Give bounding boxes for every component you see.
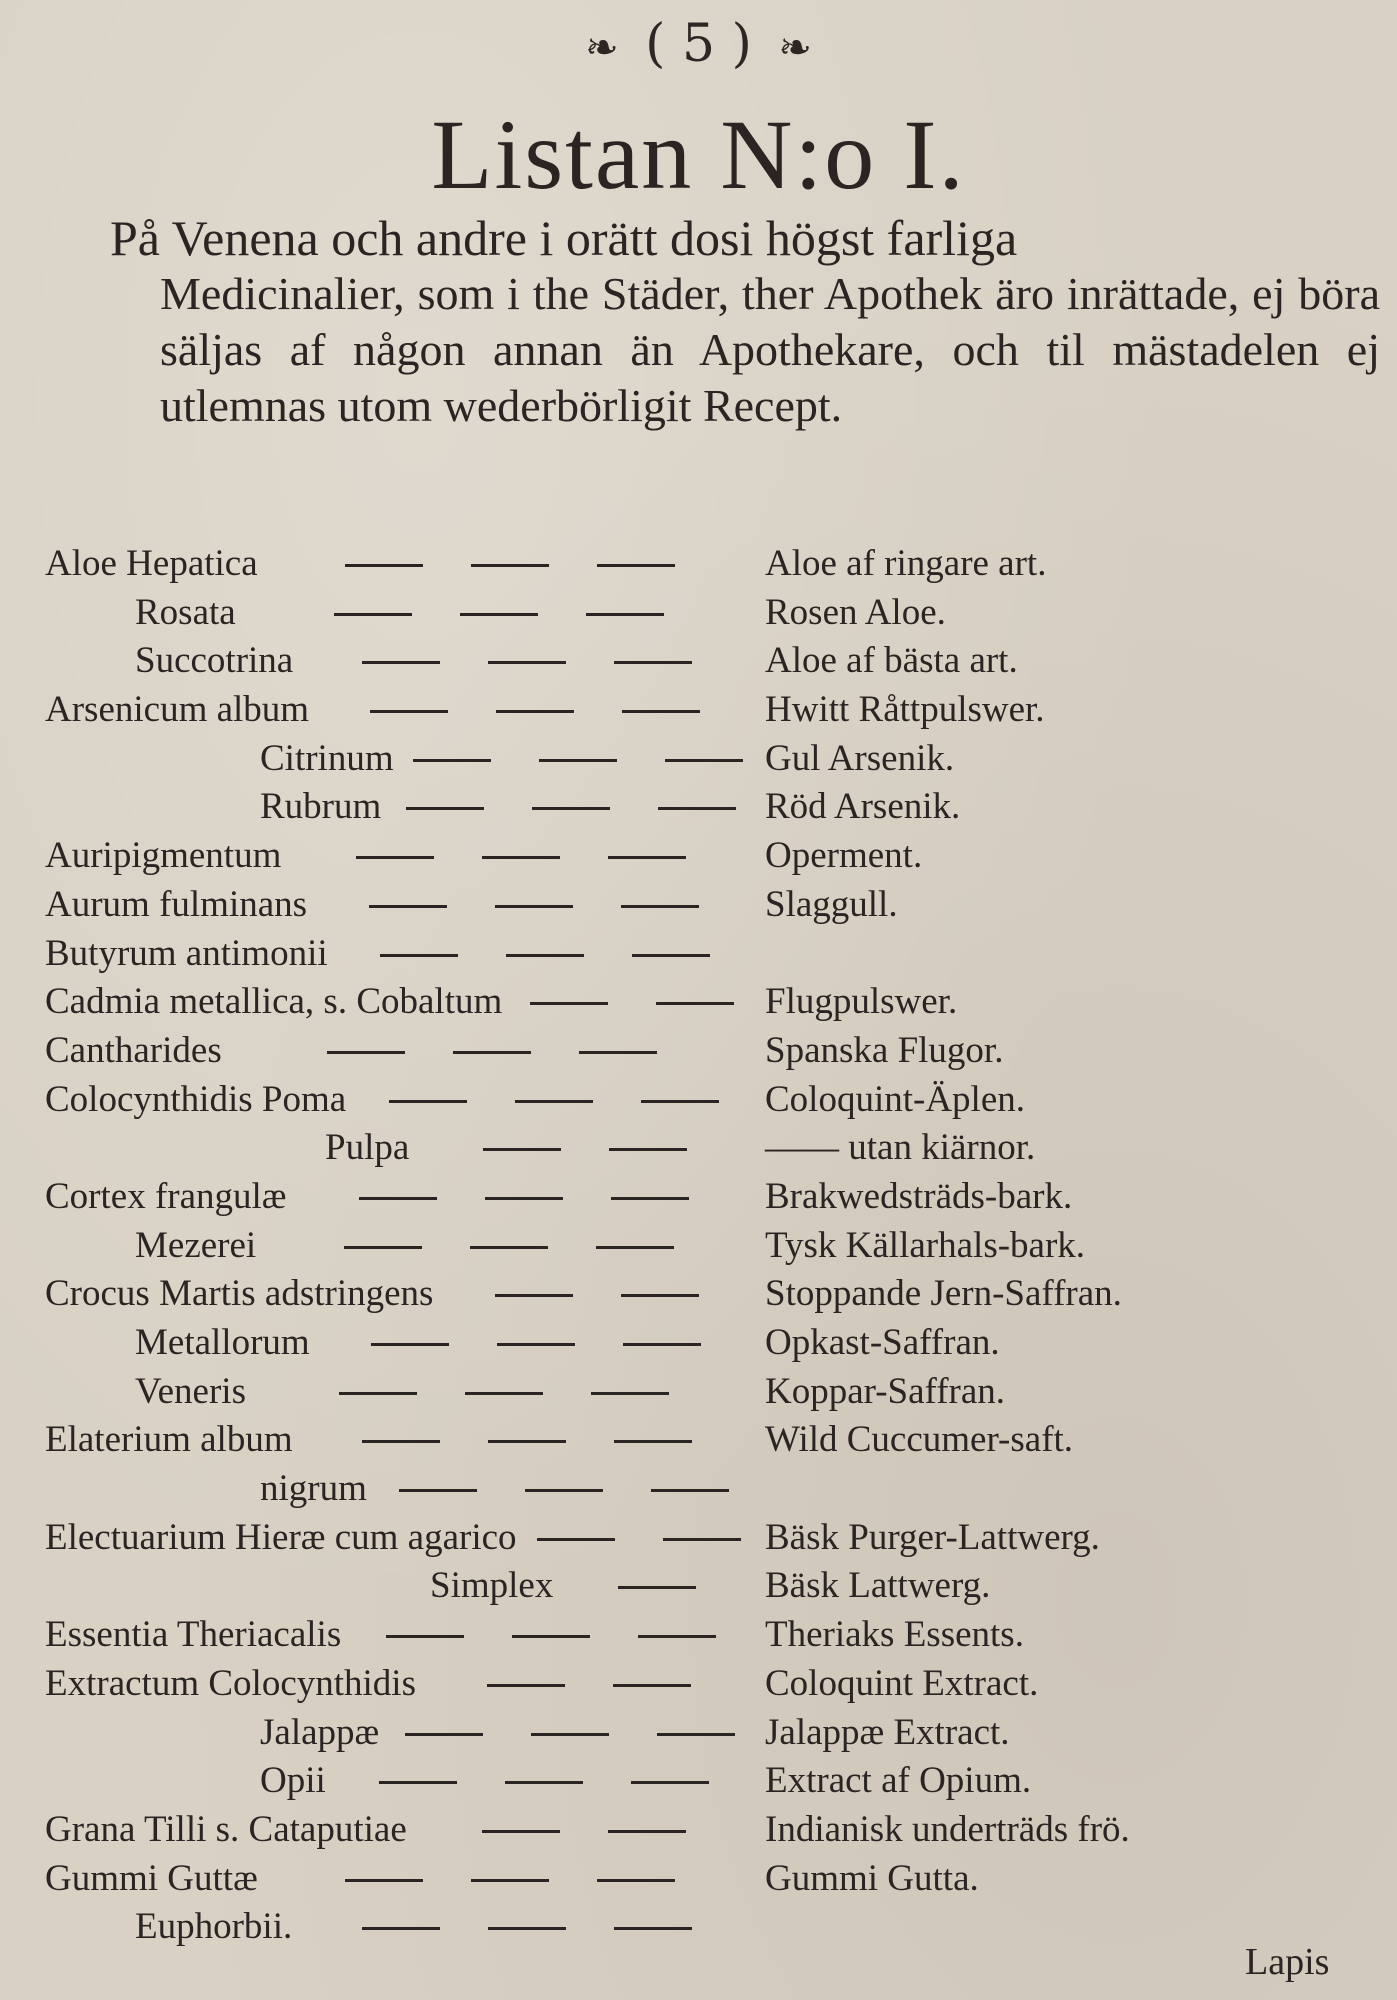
- list-item: [45, 1514, 1375, 1563]
- leader-dash: [460, 613, 538, 616]
- list-item: [45, 783, 1375, 832]
- swedish-name: Extract af Opium.: [765, 1760, 1032, 1802]
- swedish-name: Stoppande Jern-Saffran.: [765, 1273, 1122, 1315]
- swedish-name: Koppar-Saffran.: [765, 1370, 1006, 1412]
- ornament-left-icon: ❧: [585, 24, 619, 71]
- list-item: [45, 735, 1375, 784]
- leader-dash: [608, 856, 686, 859]
- catchword: Lapis: [1245, 1941, 1330, 1983]
- latin-name: Butyrum antimonii: [45, 932, 328, 974]
- leader-dash: [497, 1343, 575, 1346]
- leader-dash: [495, 905, 573, 908]
- latin-name: Veneris: [135, 1370, 246, 1412]
- swedish-name: Coloquint-Äplen.: [765, 1078, 1026, 1120]
- leader-dash: [537, 1538, 615, 1541]
- leader-dash: [389, 1100, 467, 1103]
- leader-dash: [339, 1392, 417, 1395]
- swedish-name: Operment.: [765, 835, 923, 877]
- swedish-name: Gummi Gutta.: [765, 1857, 979, 1899]
- leader-dash: [483, 1148, 561, 1151]
- swedish-name: Rosen Aloe.: [765, 591, 946, 633]
- leader-dash: [406, 807, 484, 810]
- leader-dash: [658, 807, 736, 810]
- latin-name: Simplex: [430, 1565, 554, 1607]
- leader-dash: [506, 954, 584, 957]
- leader-dash: [638, 1635, 716, 1638]
- latin-name: Essentia Theriacalis: [45, 1614, 342, 1656]
- leader-dash: [495, 1294, 573, 1297]
- swedish-name: Wild Cuccumer-saft.: [765, 1419, 1074, 1461]
- latin-name: Gummi Guttæ: [45, 1857, 258, 1899]
- leader-dash: [345, 564, 423, 567]
- list-item: [45, 1416, 1375, 1465]
- latin-name: Cadmia metallica, s. Cobaltum: [45, 981, 503, 1023]
- leader-dash: [632, 954, 710, 957]
- leader-dash: [621, 905, 699, 908]
- list-item: [45, 540, 1375, 589]
- latin-name: Euphorbii.: [135, 1906, 293, 1948]
- leader-dash: [453, 1051, 531, 1054]
- leader-dash: [485, 1197, 563, 1200]
- leader-dash: [525, 1489, 603, 1492]
- leader-dash: [515, 1100, 593, 1103]
- swedish-name: Theriaks Essents.: [765, 1614, 1024, 1656]
- leader-dash: [651, 1489, 729, 1492]
- leader-dash: [614, 1927, 692, 1930]
- swedish-name: Hwitt Råttpulswer.: [765, 689, 1045, 731]
- latin-name: Metallorum: [135, 1322, 310, 1363]
- list-item: [45, 978, 1375, 1027]
- leader-dash: [656, 1002, 734, 1005]
- latin-name: Aurum fulminans: [45, 883, 308, 925]
- page-header: [0, 14, 1397, 78]
- list-item: [45, 1076, 1375, 1125]
- list-item: [45, 1562, 1375, 1611]
- latin-name: Crocus Martis adstringens: [45, 1273, 434, 1315]
- leader-dash: [369, 905, 447, 908]
- list-item: [45, 1319, 1375, 1368]
- leader-dash: [359, 1197, 437, 1200]
- list-item: [45, 832, 1375, 881]
- leader-dash: [386, 1635, 464, 1638]
- latin-name: Auripigmentum: [45, 835, 282, 877]
- leader-dash: [496, 710, 574, 713]
- swedish-name: Aloe af ringare art.: [765, 543, 1047, 584]
- leader-dash: [470, 1246, 548, 1249]
- leader-dash: [482, 856, 560, 859]
- list-item: [45, 686, 1375, 735]
- leader-dash: [487, 1684, 565, 1687]
- list-item: [45, 1124, 1375, 1173]
- page-number: ( 5 ): [645, 14, 752, 74]
- latin-name: Rubrum: [260, 786, 382, 828]
- leader-dash: [614, 661, 692, 664]
- list-item: [45, 1855, 1375, 1904]
- list-item: [45, 930, 1375, 979]
- swedish-name: Brakwedsträds-bark.: [765, 1175, 1073, 1217]
- leader-dash: [356, 856, 434, 859]
- leader-dash: [611, 1197, 689, 1200]
- leader-dash: [614, 1440, 692, 1443]
- swedish-name: Jalappæ Extract.: [765, 1711, 1010, 1753]
- swedish-name: Aloe af bästa art.: [765, 640, 1018, 682]
- intro-rest: Medicinalier, som i the Städer, ther Apothek äro inrättade, ej böra säljas af någon annan än Apothekare, och til mästadelen ej utlemnas utom wederbörligit Recept.: [160, 268, 1380, 431]
- leader-dash: [471, 1879, 549, 1882]
- list-item: [45, 1270, 1375, 1319]
- leader-dash: [609, 1148, 687, 1151]
- latin-name: Citrinum: [260, 737, 394, 779]
- swedish-name: Flugpulswer.: [765, 981, 958, 1023]
- leader-dash: [622, 710, 700, 713]
- leader-dash: [597, 1879, 675, 1882]
- swedish-name: Spanska Flugor.: [765, 1029, 1004, 1071]
- list-item: [45, 881, 1375, 930]
- leader-dash: [608, 1830, 686, 1833]
- latin-name: Electuarium Hieræ cum agarico: [45, 1516, 517, 1558]
- intro-paragraph: [110, 210, 1380, 434]
- leader-dash: [380, 954, 458, 957]
- leader-dash: [597, 564, 675, 567]
- swedish-name: —— utan kiärnor.: [765, 1127, 1036, 1169]
- leader-dash: [405, 1733, 483, 1736]
- list-item: [45, 1222, 1375, 1271]
- leader-dash: [371, 1343, 449, 1346]
- list-item: [45, 1465, 1375, 1514]
- latin-name: Extractum Colocynthidis: [45, 1662, 416, 1704]
- swedish-name: Bäsk Purger-Lattwerg.: [765, 1516, 1100, 1558]
- leader-dash: [488, 1927, 566, 1930]
- leader-dash: [621, 1294, 699, 1297]
- leader-dash: [465, 1392, 543, 1395]
- latin-name: Rosata: [135, 591, 236, 633]
- list-item: [45, 589, 1375, 638]
- list-item: [45, 1806, 1375, 1855]
- list-item: [45, 1660, 1375, 1709]
- list-item: [45, 1757, 1375, 1806]
- latin-name: Succotrina: [135, 640, 294, 682]
- leader-dash: [413, 759, 491, 762]
- leader-dash: [539, 759, 617, 762]
- swedish-name: Opkast-Saffran.: [765, 1322, 1000, 1363]
- page-title: Listan N:o I.: [431, 99, 966, 210]
- leader-dash: [399, 1489, 477, 1492]
- leader-dash: [362, 1927, 440, 1930]
- leader-dash: [530, 1002, 608, 1005]
- leader-dash: [586, 613, 664, 616]
- latin-name: Pulpa: [325, 1127, 410, 1169]
- leader-dash: [512, 1635, 590, 1638]
- leader-dash: [531, 1733, 609, 1736]
- latin-name: Opii: [260, 1760, 326, 1802]
- latin-name: Cortex frangulæ: [45, 1175, 287, 1217]
- leader-dash: [482, 1830, 560, 1833]
- leader-dash: [505, 1781, 583, 1784]
- latin-name: Jalappæ: [260, 1711, 380, 1753]
- leader-dash: [641, 1100, 719, 1103]
- swedish-name: Gul Arsenik.: [765, 737, 955, 779]
- leader-dash: [657, 1733, 735, 1736]
- leader-dash: [345, 1879, 423, 1882]
- leader-dash: [344, 1246, 422, 1249]
- latin-name: Arsenicum album: [45, 689, 310, 731]
- list-item: [45, 637, 1375, 686]
- leader-dash: [471, 564, 549, 567]
- swedish-name: Röd Arsenik.: [765, 786, 961, 828]
- leader-dash: [623, 1343, 701, 1346]
- leader-dash: [327, 1051, 405, 1054]
- medicine-list: [45, 540, 1375, 1952]
- list-item: [45, 1903, 1375, 1952]
- leader-dash: [334, 613, 412, 616]
- leader-dash: [488, 1440, 566, 1443]
- leader-dash: [532, 807, 610, 810]
- leader-dash: [370, 710, 448, 713]
- leader-dash: [631, 1781, 709, 1784]
- list-item: [45, 1027, 1375, 1076]
- leader-dash: [613, 1684, 691, 1687]
- leader-dash: [362, 1440, 440, 1443]
- intro-first-line: På Venena och andre i orätt dosi högst farliga: [110, 210, 1018, 266]
- leader-dash: [663, 1538, 741, 1541]
- swedish-name: Slaggull.: [765, 883, 898, 925]
- leader-dash: [618, 1586, 696, 1589]
- latin-name: Elaterium album: [45, 1419, 293, 1461]
- swedish-name: Coloquint Extract.: [765, 1662, 1039, 1704]
- leader-dash: [488, 661, 566, 664]
- ornament-right-icon: ❧: [778, 24, 812, 71]
- leader-dash: [362, 661, 440, 664]
- latin-name: Colocynthidis Poma: [45, 1078, 347, 1120]
- latin-name: Aloe Hepatica: [45, 543, 258, 584]
- leader-dash: [596, 1246, 674, 1249]
- list-item: [45, 1368, 1375, 1417]
- list-item: [45, 1173, 1375, 1222]
- leader-dash: [665, 759, 743, 762]
- swedish-name: Tysk Källarhals-bark.: [765, 1224, 1086, 1266]
- latin-name: Cantharides: [45, 1029, 222, 1071]
- swedish-name: Indianisk underträds frö.: [765, 1808, 1130, 1850]
- swedish-name: Bäsk Lattwerg.: [765, 1565, 991, 1607]
- list-item: [45, 1611, 1375, 1660]
- leader-dash: [379, 1781, 457, 1784]
- list-item: [45, 1709, 1375, 1758]
- leader-dash: [591, 1392, 669, 1395]
- latin-name: Grana Tilli s. Cataputiae: [45, 1808, 407, 1850]
- latin-name: Mezerei: [135, 1224, 257, 1266]
- latin-name: nigrum: [260, 1468, 367, 1510]
- leader-dash: [579, 1051, 657, 1054]
